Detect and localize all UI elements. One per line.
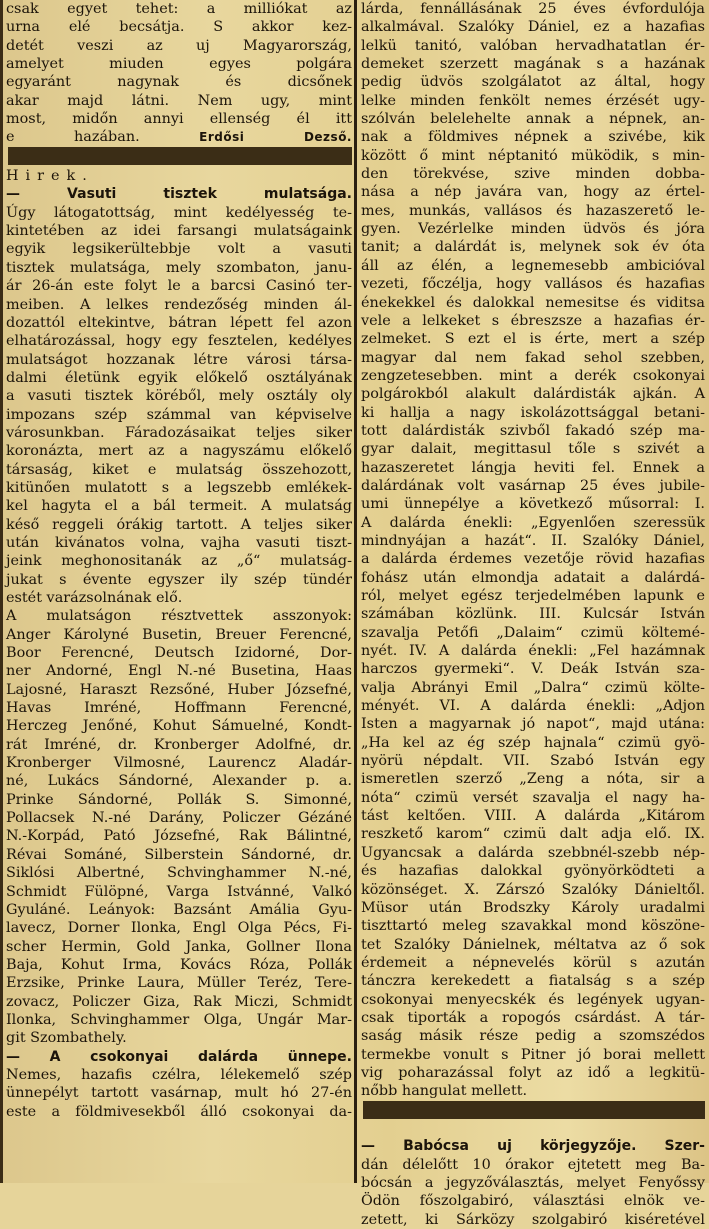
- article-line: dalmi életünk egyik előkelő osztályának: [6, 369, 352, 386]
- article-line: késő reggeli órákig tartott. A teljes siker: [6, 516, 352, 533]
- article-line: tánczra kerekedett a fiatalság s a szép: [361, 973, 705, 990]
- article-line: Herczeg Jenőné, Kohut Sámuelné, Kondt-: [6, 718, 352, 735]
- section-title: Hirek.: [6, 168, 94, 185]
- article-line: dán délelőtt 10 órakor ejtetett meg Ba-: [361, 1156, 705, 1173]
- article-line: hazaszeretet lángja heviti fel. Ennek a: [361, 459, 705, 476]
- article-line: polgárokból alakult dalárdisták ajkán. A: [361, 386, 705, 403]
- article-line: tott dalárdisták szivből fakadó szép ma-: [361, 422, 705, 439]
- divider: [363, 1101, 705, 1119]
- article-line: este a földmivesekből álló csokonyai da-: [6, 1103, 352, 1120]
- right-column: [361, 0, 705, 1229]
- article-headline: — Vasuti tisztek mulatsága.: [6, 186, 352, 203]
- article-line: git Szombathely.: [6, 1030, 127, 1047]
- article-line: valja Abrányi Emil „Dalra“ czimü költe-: [361, 679, 705, 696]
- left-column: [6, 0, 352, 1121]
- article-line: zengzetesebben. mint a derék csokonyai: [361, 367, 705, 384]
- article-line: scher Hermin, Gold Janka, Gollner Ilona: [6, 938, 352, 955]
- article-line: Lajosné, Haraszt Rezsőné, Huber Józsefné,: [6, 681, 352, 698]
- article-line: csokonyai menyecskék és legények ugyan-: [361, 991, 705, 1008]
- intro-line: amelyet miuden egyes polgára: [6, 56, 352, 73]
- article-line: szólván belelehelte annak a népnek, an-: [361, 111, 705, 128]
- article-line: nyét. IV. A dalárda énekli: „Fel hazámnak: [361, 643, 705, 660]
- article-line: ár 26-án este folyt le a barcsi Casinó ter-: [6, 278, 352, 295]
- article-line: énekekkel és dalokkal nemesitse és viditsa: [361, 294, 705, 311]
- author-name: Erdősi Dezső.: [199, 130, 352, 145]
- article-line: ünnepélyt tartott vasárnap, mult hó 27-én: [6, 1085, 352, 1102]
- signature-text: e hazában.: [6, 129, 140, 146]
- article-line: Ugyancsak a dalárda szebbnél-szebb nép-: [361, 844, 705, 861]
- article-line: Kronberger Vilmosné, Laurencz Aladár-: [6, 755, 352, 772]
- article-line: a dalárda érdemes vezetője rövid hazafias: [361, 551, 705, 568]
- article-line: Boor Ferencné, Deutsch Izidorné, Dor-: [6, 645, 352, 662]
- article-line: tisztek mulatsága, mely szombaton, janu-: [6, 259, 352, 276]
- article-line: Ilonka, Schvinghammer Olga, Ungár Mar-: [6, 1011, 352, 1028]
- article-line: meiben. A lelkes rendezőség minden ál-: [6, 296, 352, 313]
- article-line: zetett, ki Sárközy szolgabiró kiséretével: [361, 1211, 705, 1228]
- article-line: között ő mint néptanitó müködik, s min-: [361, 147, 705, 164]
- article-line: gyar dalait, megittasul tőle s szivét a: [361, 441, 705, 458]
- article-line: estét varázsolnának elő.: [6, 590, 183, 606]
- article-line: dozattól eltekintve, bátran lépett fel azon: [6, 314, 352, 331]
- article-line: A mulatságon résztvettek asszonyok:: [6, 608, 352, 625]
- article-line: után kivánatos volna, vajha vasuti tiszt-: [6, 534, 352, 551]
- intro-line: akar majd látni. Nem ugy, mint: [6, 92, 352, 109]
- article-line: pedig üdvös szolgálatot az által, hogy: [361, 74, 705, 91]
- article-line: ner Andorné, Engl N.-né Busetina, Haas: [6, 663, 352, 680]
- article-line: den törekvése, szive minden dobba-: [361, 166, 705, 183]
- article-line: Anger Károlyné Busetin, Breuer Ferencné,: [6, 626, 352, 643]
- article-line: számában közlünk. III. Kulcsár István: [361, 606, 705, 623]
- article-line: umi ünnepélye a következő műsorral: I.: [361, 496, 705, 513]
- article-line: Pollacsek N.-né Darány, Policzer Gézáné: [6, 810, 352, 827]
- article-line: ismeretlen szerző „Zeng a nóta, sir a: [361, 771, 705, 788]
- article-line: Siklósi Albertné, Schvinghammer N.-né,: [6, 865, 352, 882]
- article-line: Ödön főszolgabiró, választási elnök ve-: [361, 1193, 705, 1210]
- article-line: magyar dal nem fakad sehol szebben,: [361, 349, 705, 366]
- article-line: bócsán a jegyzőválasztás, melyet Fenyőssy: [361, 1175, 705, 1191]
- article-line: lavecz, Dorner Ilonka, Engl Olga Pécs, Fi-: [6, 920, 352, 937]
- article-line: alkalmával. Szalóky Dániel, ez a hazafias: [361, 19, 705, 36]
- article-line: vele a lelkeket s ébreszsze a hazafias ér-: [361, 312, 705, 329]
- article-line: Gyuláné. Leányok: Bazsánt Amália Gyu-: [6, 901, 352, 918]
- article-line: N.-Korpád, Pató Józsefné, Rak Bálintné,: [6, 828, 352, 845]
- article-line: vig poharazással folyt az idő a legkitü-: [361, 1064, 705, 1081]
- article-line: nása a nép javára van, hogy az értel-: [361, 184, 705, 201]
- article-line: Prinke Sándorné, Pollák S. Simonné,: [6, 791, 352, 808]
- left-edge-rule: [0, 0, 3, 1183]
- intro-line: most, midőn annyi ellenség él itt: [6, 111, 352, 128]
- column-rule: [354, 0, 357, 1183]
- article-line: zovacz, Policzer Giza, Rak Miczi, Schmidt: [6, 993, 352, 1010]
- article-line: lelke minden fenkölt nemes érzését ugy-: [361, 92, 705, 109]
- article-line: elhatározással, hogy egy fesztelen, kedélyes: [6, 333, 352, 350]
- article-line: szavalja Petőfi „Dalaim“ czimü költemé-: [361, 624, 705, 641]
- article-line: né, Lukács Sándorné, Alexander p. a.: [6, 773, 352, 790]
- article-line: Baja, Kohut Irma, Kovács Róza, Pollák: [6, 956, 352, 973]
- article-line: társaság, kiket e mulatság összehozott,: [6, 461, 352, 478]
- article-line: a vasuti tisztek köréből, mely osztály oly: [6, 388, 352, 405]
- article-line: Nemes, hazafis czélra, lélekemelő szép: [6, 1066, 352, 1083]
- article-line: nak a földmives népnek a szivébe, kik: [361, 129, 705, 146]
- article-line: termekbe vonult s Pitner jó borai mellett: [361, 1046, 705, 1063]
- article-line: demeket szerzett magának s a hazának: [361, 56, 705, 73]
- article-line: A dalárda énekli: „Egyenlően szeressük: [361, 514, 705, 531]
- article-line: tiszttartó meleg szavakkal mond köszöne-: [361, 918, 705, 935]
- article-line: reszkető karom“ czimü dalt adja elő. IX.: [361, 826, 705, 843]
- signature-line: [6, 128, 352, 146]
- intro-line: csak egyet tehet: a milliókat az: [6, 1, 352, 17]
- article-line: közönséget. X. Zárszó Szalóky Dánieltől.: [361, 881, 705, 898]
- article-line: Schmidt Fülöpné, Varga Istvánné, Valkó: [6, 883, 352, 900]
- article-line: nyörü népdalt. VII. Szabó István egy: [361, 753, 705, 770]
- article-line: fohász után elmondja adatait a dalárdá-: [361, 569, 705, 586]
- article-line: tanit; a dalárdát is, melynek sok év óta: [361, 239, 705, 256]
- article-line: egyik legsikerültebbje volt a vasuti: [6, 241, 352, 258]
- article-line: rát Imréné, dr. Kronberger Adolfné, dr.: [6, 736, 352, 753]
- article-line: érdemeit a népnevelés körül s azután: [361, 954, 705, 971]
- article-line: dalárdának volt vasárnap 25 éves jubile-: [361, 477, 705, 494]
- article-line: jukat s évente egyszer ily szép tündér: [6, 571, 352, 588]
- intro-line: urna elé becsátja. S akkor kez-: [6, 19, 352, 36]
- article-line: harczos gyermeki“. V. Deák István sza-: [361, 661, 705, 678]
- article-line: mindnyájan a hazát“. II. Szalóky Dániel,: [361, 532, 705, 549]
- article-line: lárda, fennállásának 25 éves évfordulója: [361, 1, 705, 17]
- article-line: gyen. Vezérlelke minden üdvös és jóra: [361, 221, 705, 238]
- article-line: Havas Imréné, Hoffmann Ferencné,: [6, 700, 352, 717]
- article-line: vezeti, főczélja, hogy vallásos és hazafias: [361, 276, 705, 293]
- article-line: zelmeket. S ezt el is érte, mert a szép: [361, 331, 705, 348]
- article-headline: — Babócsa uj körjegyzője. Szer-: [361, 1138, 705, 1155]
- article-line: tást keltően. VIII. A dalárda „Kitárom: [361, 808, 705, 825]
- article-line: saság másik része pedig a szomszédos: [361, 1028, 705, 1045]
- article-line: mes, munkás, vallásos és hazaszerető le-: [361, 202, 705, 219]
- article-line: nőbb hangulat mellett.: [361, 1083, 528, 1100]
- article-line: Erzsike, Prinke Laura, Müller Teréz, Tere-: [6, 975, 352, 992]
- article-line: városunkban. Fáradozásaikat teljes siker: [6, 424, 352, 441]
- article-line: ki hallja a nagy iskolázottsággal betani-: [361, 404, 705, 421]
- article-headline: — A csokonyai dalárda ünnepe.: [6, 1048, 352, 1065]
- article-line: áll az élén, a legnemesebb ambicióval: [361, 257, 705, 274]
- article-line: Müsor után Brodszky Károly uradalmi: [361, 899, 705, 916]
- intro-line: detét veszi az uj Magyarország,: [6, 37, 352, 54]
- article-line: nóta“ czimü versét szavalja el nagy ha-: [361, 789, 705, 806]
- article-line: kel hagyta el a bál termeit. A mulatság: [6, 498, 352, 515]
- article-line: tet Szalóky Dánielnek, méltatva az ő sok: [361, 936, 705, 953]
- article-line: ményét. VI. A dalárda énekli: „Adjon: [361, 698, 705, 715]
- intro-line: egyaránt nagynak és dicsőnek: [6, 74, 352, 91]
- article-line: mulatságot hozzanak létre városi társa-: [6, 351, 352, 368]
- article-line: koronázta, mert az a nagyszámu előkelő: [6, 443, 352, 460]
- article-line: jeink meghonositanák az „ő“ mulatság-: [6, 553, 352, 570]
- article-line: Úgy látogatottság, mint kedélyesség te-: [6, 204, 352, 221]
- article-line: lelkü tanitó, valóban hervadhatatlan ér-: [361, 37, 705, 54]
- article-line: Révai Sománé, Silberstein Sándorné, dr.: [6, 846, 352, 863]
- article-line: impozans szép számmal van képviselve: [6, 406, 352, 423]
- article-line: kitünően mulatott s a legszebb emlékek-: [6, 479, 352, 496]
- article-line: Isten a magyarnak jó napot“, majd utána:: [361, 716, 705, 733]
- divider: [8, 147, 352, 165]
- article-line: csak tiporták a ropogós csárdást. A tár-: [361, 1009, 705, 1026]
- article-line: „Ha kel az ég szép hajnala“ czimü gyö-: [361, 734, 705, 751]
- spacer: [361, 1119, 705, 1137]
- article-line: ról, melyet egész terjedelmében lapunk e: [361, 588, 705, 604]
- article-line: és hazafias dalokkal gyönyörködteti a: [361, 863, 705, 880]
- article-line: kintetében az idei farsangi mulatságaink: [6, 223, 352, 240]
